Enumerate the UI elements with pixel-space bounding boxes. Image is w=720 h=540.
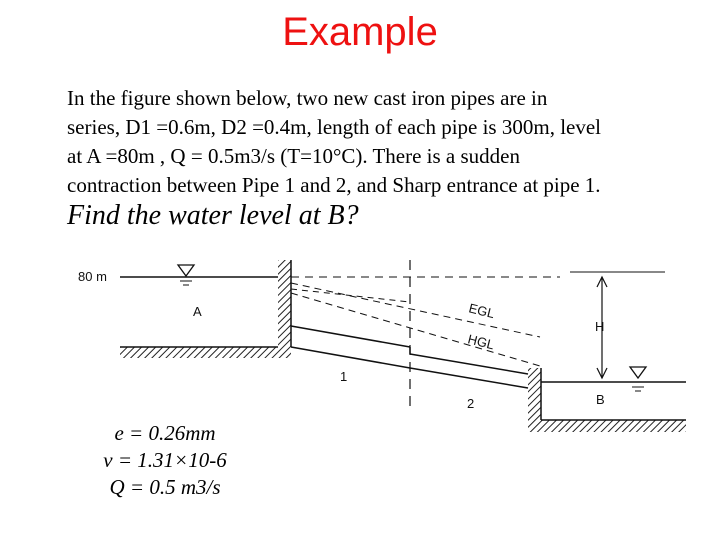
level-label: 80 m (78, 269, 107, 284)
egl-label: EGL (467, 300, 497, 322)
ground-right (528, 420, 686, 432)
problem-line: In the figure shown below, two new cast iron pipes are in (67, 86, 548, 110)
problem-line: series, D1 =0.6m, D2 =0.4m, length of each pipe is 300m, level (67, 115, 602, 139)
head-label: H (595, 319, 605, 334)
pipe-1-bottom (291, 347, 410, 368)
problem-line: at A =80m , Q = 0.5m3/s (T=10°C). There is a sudden (67, 144, 520, 168)
question-text: Find the water level at B? (67, 200, 359, 231)
hgl-label: HGL (466, 331, 496, 353)
reservoir-b-label: B (596, 392, 605, 407)
inverted-triangle-icon (178, 265, 194, 276)
wall-a (278, 260, 291, 358)
given-values-box (60, 418, 270, 503)
egl-line (291, 283, 540, 337)
pipe-2-label: 2 (467, 396, 475, 411)
pipe-1-label: 1 (340, 369, 348, 384)
slide-title: Example (282, 10, 438, 54)
wall-b (528, 368, 541, 420)
reservoir-a-label: A (193, 304, 202, 319)
pipe-1-top (291, 326, 410, 347)
given-flow: Q = 0.5 m3/s (109, 475, 221, 499)
problem-line: contraction between Pipe 1 and 2, and Sharp entrance at pipe 1. (67, 173, 601, 197)
ground-left (120, 347, 278, 358)
inverted-triangle-icon (630, 367, 646, 378)
given-viscosity: ν = 1.31×10-6 (103, 448, 227, 472)
given-roughness: e = 0.26mm (114, 421, 216, 445)
